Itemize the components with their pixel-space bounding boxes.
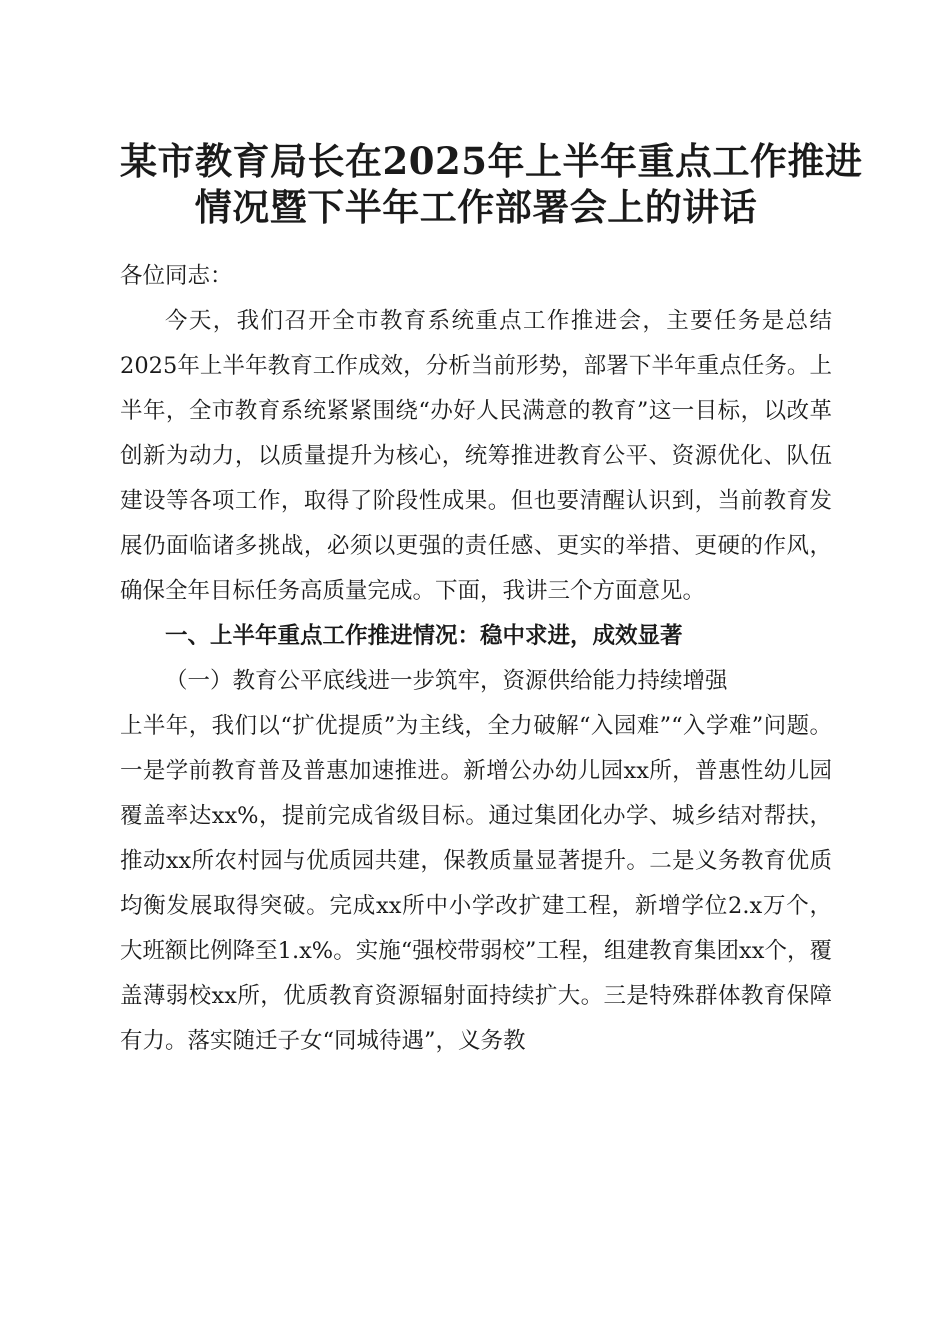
document-page: [120, 0, 863, 1344]
subsection-paragraph: 上半年，我们以“扩优提质”为主线，全力破解“入园难”“入学难”问题。一是学前教育普及普惠加速推进。新增公办幼儿园xx所，普惠性幼儿园覆盖率达xx%，提前完成省级目标。通过集团化办学、城乡结对帮扶，推动xx所农村园与优质园共建，保教质量显著提升。二是义务教育优质均衡发展取得突破。完成xx所中小学改扩建工程，新增学位2.x万个，大班额比例降至1.x%。实施“强校带弱校”工程，组建教育集团xx个，覆盖薄弱校xx所，优质教育资源辐射面持续扩大。三是特殊群体教育保障有力。落实随迁子女“同城待遇”，义务教: [120, 713, 832, 1054]
title-line-2: 情况暨下半年工作部署会上的讲话: [194, 185, 758, 229]
document-title: [120, 138, 863, 230]
document-body: [120, 254, 832, 1064]
intro-paragraph: 今天，我们召开全市教育系统重点工作推进会，主要任务是总结2025年上半年教育工作成效，分析当前形势，部署下半年重点任务。上半年，全市教育系统紧紧围绕“办好人民满意的教育”这一目标，以改革创新为动力，以质量提升为核心，统筹推进教育公平、资源优化、队伍建设等各项工作，取得了阶段性成果。但也要清醒认识到，当前教育发展仍面临诸多挑战，必须以更强的责任感、更实的举措、更硬的作风，确保全年目标任务高质量完成。下面，我讲三个方面意见。: [120, 308, 832, 604]
section-heading: 一、上半年重点工作推进情况：稳中求进，成效显著: [165, 623, 683, 649]
title-line-1: 某市教育局长在2025年上半年重点工作推进: [120, 139, 863, 183]
subsection-heading: （一）教育公平底线进一步筑牢，资源供给能力持续增强: [165, 668, 728, 694]
salutation: 各位同志：: [120, 263, 233, 289]
